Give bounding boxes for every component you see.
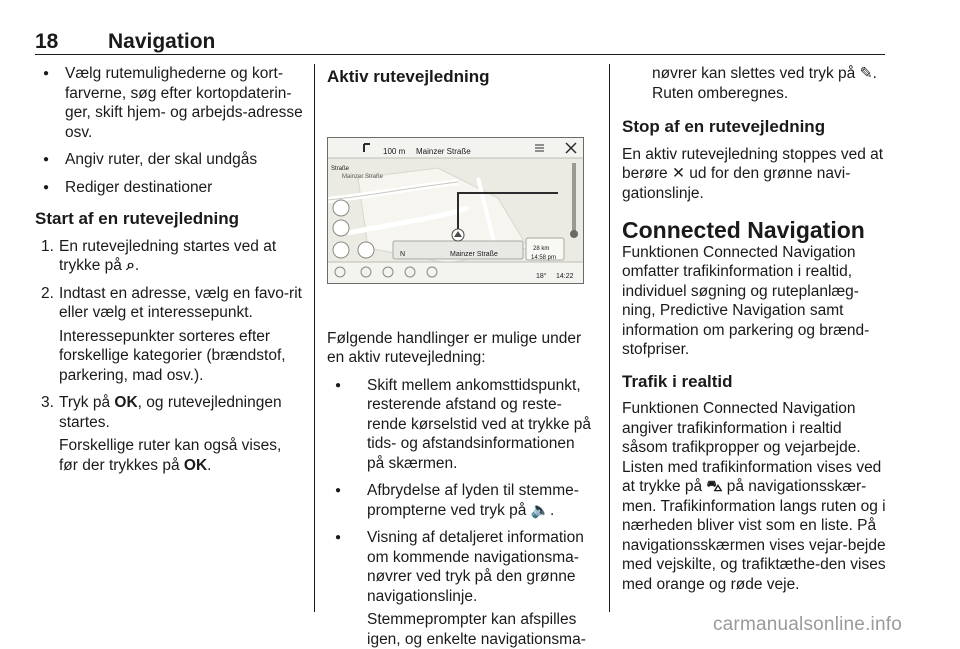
page-number: 18 [35, 30, 59, 53]
note-text: . [207, 456, 212, 474]
screen-distance: 100 m [383, 146, 406, 156]
step-1: 1. En rutevejledning startes ved at trykke på ⌕. [41, 237, 277, 274]
continued-text: nøvrer kan slettes ved tryk på ✎. [652, 65, 877, 82]
stop-text [622, 145, 887, 204]
heading-realtime-traffic: Trafik i realtid [622, 371, 733, 391]
screen-street-top: Mainzer Straße [416, 146, 471, 156]
screen-street-left: Straße [331, 165, 350, 172]
screen-compass: N [400, 250, 406, 258]
heading-active-guidance: Aktiv rutevejledning [327, 67, 490, 86]
header-rule [35, 54, 885, 55]
column-1 [35, 64, 303, 483]
navigation-screen-illustration [327, 137, 584, 284]
section-title: Navigation [108, 30, 216, 53]
screen-street-bottom: Mainzer Straße [450, 250, 498, 258]
ok-label: OK [114, 394, 138, 411]
screen-eta: 14:58 pm [531, 254, 557, 261]
page-header [35, 30, 885, 54]
search-icon: ⌕ [126, 257, 135, 274]
speaker-icon: 🔈 [530, 501, 551, 519]
list-item: ● Visning af detaljeret information om kommende navigationsma-nøvrer ved tryk på den grønne navigationslinje. [327, 528, 595, 606]
pencil-icon: ✎ [859, 65, 873, 82]
step-note [35, 436, 303, 475]
heading-stop-guidance: Stop af en rutevejledning [622, 117, 826, 136]
note-text: Forskellige ruter kan også vises, før der trykkes på [59, 437, 282, 474]
list-item: ● Angiv ruter, der skal undgås [35, 150, 303, 170]
traffic-text-part: Funktionen Connected Navigation angiver trafikinformation i realtid såsom trafikpropper og vejarbejde. Listen med trafikinformation vises ved at trykke på [622, 400, 882, 495]
screen-temp: 18° [536, 272, 547, 280]
list-item: ● Afbrydelse af lyden til stemme-prompterne ved tryk på 🔈. [327, 481, 595, 520]
step-text: Tryk på [59, 394, 115, 411]
column-3 [622, 64, 887, 594]
heading-start-guidance: Start af en rutevejledning [35, 209, 240, 228]
close-icon: ✕ [671, 165, 685, 182]
continued-text-part: nøvrer kan slettes ved tryk på [652, 65, 856, 82]
list-item-text: Afbrydelse af lyden til stemme-prompterne ved tryk på [367, 482, 579, 519]
stop-text-part: En aktiv rutevejledning stoppes ved at berøre [622, 145, 884, 182]
connected-nav-text: Funktionen Connected Navigation omfatter trafikinformation i realtid, individuel søgning og ruteplanlæg-ning, Predictive Navigation samt information om parkering og brænd-stofpriser. [622, 243, 870, 358]
list-item: ● Vælg rutemulighederne og kort-farverne, søg efter kortopdaterin-ger, skift hjem- og arbejds-adresse osv. [35, 64, 303, 142]
step-text: Indtast en adresse, vælg en favo-rit eller vælg et interessepunkt. [59, 284, 302, 321]
column-divider [314, 64, 315, 612]
traffic-text [622, 399, 887, 594]
continued-text-2: Ruten omberegnes. [652, 84, 789, 102]
list-item: ● Rediger destinationer [35, 178, 303, 198]
screen-street-small: Mainzer Straße [342, 173, 384, 180]
step-text: , og rutevejledningen startes. [59, 394, 282, 431]
step-text: En rutevejledning startes ved at trykke på [59, 237, 277, 274]
list-note: Stemmeprompter kan afspilles igen, og enkelte navigationsma- [367, 611, 586, 648]
step-number: 2. [41, 284, 54, 302]
step-3 [35, 393, 303, 432]
ok-label: OK [183, 456, 208, 474]
traffic-text-part: på navigationsskær-men. Trafikinformation langs ruten og i nærheden bliver vist som en liste. På navigationsskærmen vises vejar-bejde med vejskilte, og trafiktæthe-den vises med orange og røde veje. [622, 478, 886, 593]
list-item: ● Skift mellem ankomsttidspunkt, resterende afstand og reste-rende kørselstid ved at trykke på tids- og afstandsinformationen på skærmen. [327, 376, 595, 474]
step-2 [35, 284, 303, 323]
intro-text: Følgende handlinger er mulige under en aktiv rutevejledning: [327, 329, 582, 366]
column-divider [609, 64, 610, 612]
step-note: Interessepunkter sorteres efter forskellige kategorier (brændstof, parkering, mad osv.). [59, 327, 286, 384]
watermark: carmanualsonline.info [712, 614, 902, 635]
screen-clock: 14:22 [556, 272, 574, 280]
traffic-icon: ⛍ [706, 478, 723, 495]
stop-text-part: ud for den grønne navi-gationslinje. [622, 165, 851, 202]
step-number: 1. [41, 237, 54, 255]
screen-dist-remaining: 28 km [533, 245, 550, 252]
heading-connected-navigation: Connected Navigation [622, 217, 865, 243]
step-number: 3. [41, 394, 54, 411]
column-2 [327, 64, 595, 649]
